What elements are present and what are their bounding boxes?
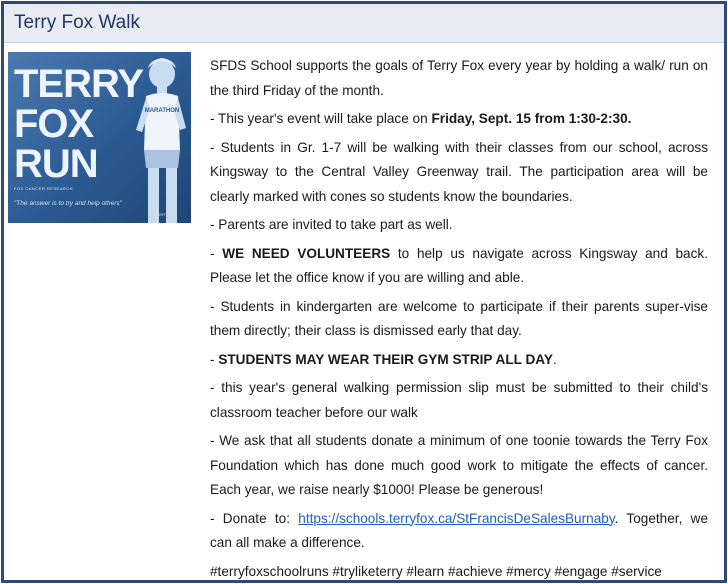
donate-link[interactable]: https://schools.terryfox.ca/StFrancisDeSalesBurnaby [298, 510, 615, 526]
donate-prefix: - Donate to: [210, 510, 299, 526]
poster-line-2: FOX [14, 102, 94, 146]
gym-strip-callout: STUDENTS MAY WEAR THEIR GYM STRIP ALL DAY [218, 351, 553, 367]
poster-quote: "The answer is to try and help others" [14, 200, 122, 207]
volunteers-item [210, 242, 708, 291]
donate-item [210, 507, 708, 556]
event-item [210, 107, 708, 132]
poster-attribution: - TERRY FOX [151, 212, 177, 217]
permission-item: - this year's general walking permission slip must be submitted to their child's classroom teacher before our walk [210, 380, 708, 420]
poster-subtitle: FOX CANCER RESEARCH [14, 186, 74, 191]
volunteers-callout: WE NEED VOLUNTEERS [222, 245, 391, 261]
page-title: Terry Fox Walk [14, 12, 140, 33]
donate-suffix: . Together, we can all make a difference. [210, 510, 709, 550]
kindergarten-item: - Students in kindergarten are welcome to participate if their parents super-vise them directly; their class is dismissed early that day. [210, 298, 708, 338]
gym-prefix: - [210, 351, 219, 367]
article-frame [1, 1, 727, 583]
terry-fox-run-poster [8, 52, 191, 223]
volunteers-prefix: - [210, 245, 223, 261]
poster-line-3: RUN [14, 142, 98, 186]
gym-strip-item [210, 348, 708, 373]
parents-item: - Parents are invited to take part as well. [210, 217, 453, 232]
donation-item: - We ask that all students donate a minimum of one toonie towards the Terry Fox Foundation which has done much good work to mitigate the effects of cancer. Each year, we raise nearly $1000! Please be generous! [210, 433, 708, 497]
event-date: Friday, Sept. 15 from 1:30-2:30. [431, 111, 632, 126]
hashtags: #terryfoxschoolruns #tryliketerry #learn #achieve #mercy #engage #service [210, 563, 662, 579]
students-item: - Students in Gr. 1-7 will be walking with their classes from our school, across Kingsway to the Central Valley Greenway trail. The participation area will be clearly marked with cones so students know the boundaries. [210, 139, 708, 204]
shirt-text: MARATHON [144, 108, 180, 114]
gym-suffix: . [552, 351, 557, 367]
poster-line-1: TERRY [14, 62, 144, 106]
event-prefix: - This year's event will take place on [210, 111, 432, 126]
article-body [210, 54, 708, 583]
intro-paragraph: SFDS School supports the goals of Terry Fox every year by holding a walk/ run on the third Friday of the month. [210, 58, 708, 98]
title-bar [4, 4, 724, 43]
volunteers-text: to help us navigate across Kingsway and back. Please let the office know if you are willing and able. [210, 245, 708, 285]
